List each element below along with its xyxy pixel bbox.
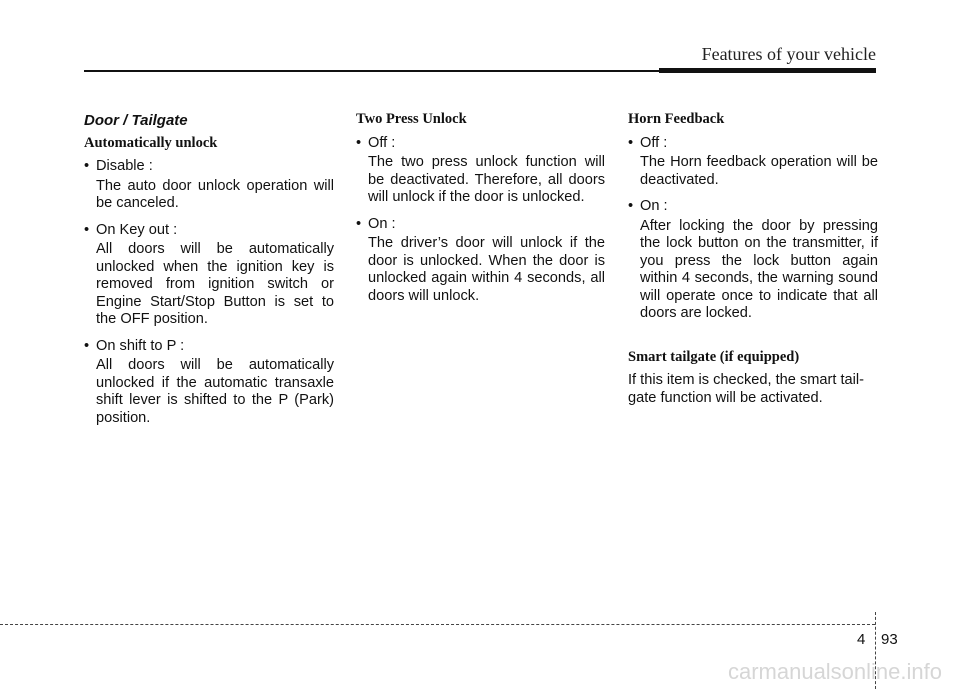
item-description: The two press unlock function will be deactivated. Therefore, all doors will unlock if the door is unlocked. — [368, 154, 605, 205]
list-item — [628, 198, 878, 323]
item-description: All doors will be automatically unlocked when the ignition key is removed from ignition switch or Engine Start/Stop Button is set to the OFF position. — [96, 241, 334, 327]
item-description: The driver’s door will unlock if the door is unlocked. When the door is unlocked again within 4 seconds, all doors will unlock. — [368, 235, 605, 304]
column-door-tailgate — [84, 108, 334, 436]
list-item — [84, 222, 334, 329]
paragraph-smart-tailgate: If this item is checked, the smart tail-gate function will be activated. — [628, 372, 865, 406]
item-label: • On : — [356, 216, 605, 234]
subtitle-two-press-unlock: Two Press Unlock — [356, 111, 467, 127]
item-description: All doors will be automatically unlocked if the automatic transaxle shift lever is shifted to the P (Park) position. — [96, 357, 334, 426]
section-title: Door / Tailgate — [84, 112, 188, 129]
item-label: • On shift to P : — [84, 338, 334, 356]
subtitle-horn-feedback: Horn Feedback — [628, 111, 725, 127]
item-label: • On : — [628, 198, 878, 216]
subtitle-automatically-unlock: Automatically unlock — [84, 134, 218, 151]
item-label: • Disable : — [84, 158, 334, 176]
item-description: The auto door unlock operation will be canceled. — [96, 177, 334, 211]
list-item — [356, 216, 605, 306]
item-label: • Off : — [628, 135, 878, 153]
chapter-number: 4 — [857, 631, 866, 648]
item-label: • Off : — [356, 135, 605, 153]
list-item — [84, 158, 334, 213]
column-two-press-unlock — [356, 108, 605, 314]
item-description: After locking the door by pressing the lock button on the transmitter, if you press the lock button again within 4 seconds, the warning sound will operate once to indicate that all doors are locked. — [640, 217, 878, 321]
subtitle-smart-tailgate: Smart tailgate (if equipped) — [628, 348, 800, 365]
item-label: • On Key out : — [84, 222, 334, 240]
list-item — [628, 135, 878, 190]
header-rule — [84, 70, 659, 72]
list-item — [84, 338, 334, 428]
column-horn-feedback — [628, 108, 878, 407]
list-item — [356, 135, 605, 207]
header-rule-thick — [659, 68, 876, 73]
page-number: 93 — [881, 631, 898, 648]
item-description: The Horn feedback operation will be deactivated. — [640, 154, 878, 188]
watermark: carmanualsonline.info — [727, 659, 942, 684]
header-title: Features of your vehicle — [701, 44, 876, 64]
footer-rule — [0, 624, 875, 625]
